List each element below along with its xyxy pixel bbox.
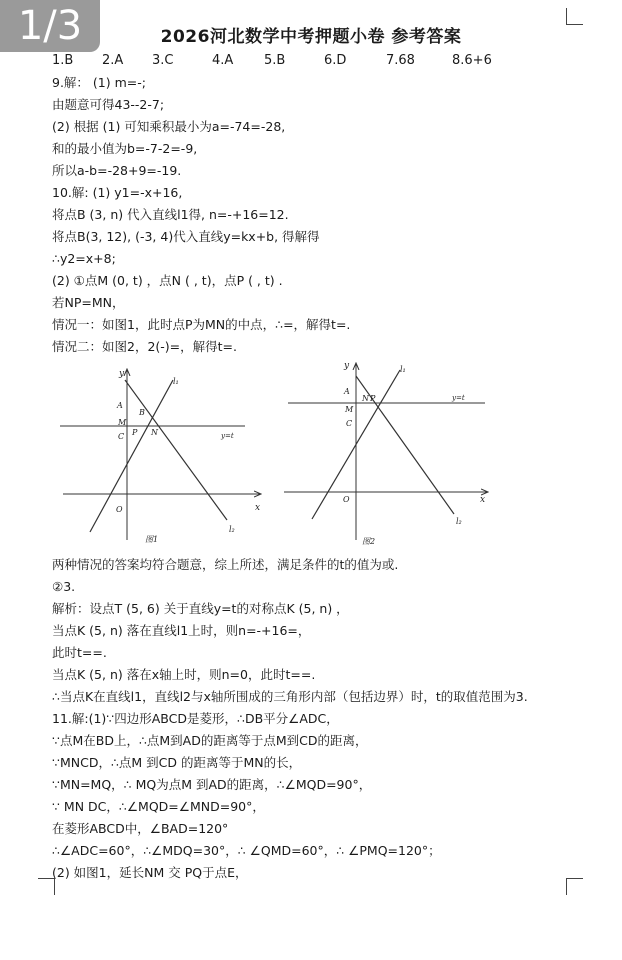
label-y-equals-t: y=t <box>452 394 465 402</box>
text-line: 两种情况的答案均符合题意，综上所述，满足条件的t的值为或. <box>52 557 399 572</box>
text-line: (2) ①点M (0, t) ，点N ( , t)，点P ( , t) . <box>52 273 283 288</box>
figure-1 <box>55 362 270 550</box>
label-l2: l₂ <box>456 517 462 526</box>
label-y: y <box>119 369 125 379</box>
text-line: 10.解: (1) y1=-x+16, <box>52 185 183 200</box>
label-O: O <box>116 505 123 514</box>
answer-5: 5.B <box>264 53 286 68</box>
label-C: C <box>118 432 125 441</box>
figure-1-graph <box>55 362 270 550</box>
corner-mark-bottom-right <box>566 878 583 895</box>
text-line: ∵ MN DC，∴∠MQD=∠MND=90°， <box>52 799 265 814</box>
text-line: 由题意可得43--2-7; <box>52 97 165 112</box>
label-N: N <box>151 428 158 437</box>
label-y: y <box>344 361 350 371</box>
text-line: ∵点M在BD上，∴点M到AD的距离等于点M到CD的距离， <box>52 733 368 748</box>
answer-6: 6.D <box>324 53 347 68</box>
label-P: P <box>370 394 376 403</box>
document-title: 2026河北数学中考押题小卷 参考答案 <box>160 27 462 47</box>
answer-1: 1.B <box>52 53 74 68</box>
text-line: 情况一：如图1，此时点P为MN的中点，∴=，解得t=. <box>52 317 351 332</box>
line-l2 <box>90 380 173 532</box>
answer-4: 4.A <box>212 53 234 68</box>
text-line: 将点B(3, 12), (-3, 4)代入直线y=kx+b, 得解得 <box>52 229 320 244</box>
text-line: 此时t==. <box>52 645 107 660</box>
label-M: M <box>118 418 127 427</box>
answer-7: 7.68 <box>386 53 415 68</box>
text-line: ②3. <box>52 579 76 594</box>
figure-1-caption: 图1 <box>145 535 159 544</box>
label-P: P <box>132 428 138 437</box>
answer-3: 3.C <box>152 53 174 68</box>
page-indicator: 1/3 <box>0 0 100 52</box>
label-x: x <box>255 503 261 513</box>
figure-2 <box>282 354 492 552</box>
text-line: 9.解： (1) m=-; <box>52 75 146 90</box>
text-line: ∴当点K在直线l1，直线l2与x轴所围成的三角形内部（包括边界）时，t的取值范围为3. <box>52 689 528 704</box>
text-line: ∴y2=x+8; <box>52 251 116 266</box>
text-line: 当点K (5, n) 落在x轴上时，则n=0，此时t==. <box>52 667 316 682</box>
answer-2: 2.A <box>102 53 124 68</box>
text-line: ∴∠ADC=60°，∴∠MDQ=30°，∴ ∠QMD=60°，∴ ∠PMQ=120°； <box>52 843 441 858</box>
figure-2-caption: 图2 <box>362 537 376 546</box>
text-line: 若NP=MN， <box>52 295 125 310</box>
answer-8: 8.6+6 <box>452 53 492 68</box>
text-line: 和的最小值为b=-7-2=-9, <box>52 141 198 156</box>
label-B: B <box>139 408 145 417</box>
label-l1: l₁ <box>173 377 179 386</box>
text-line: ∵MNCD，∴点M 到CD 的距离等于MN的长， <box>52 755 302 770</box>
text-line: 情况二：如图2，2(-)=，解得t=. <box>52 339 237 354</box>
label-M: M <box>345 405 354 414</box>
text-line: 所以a-b=-28+9=-19. <box>52 163 182 178</box>
label-O: O <box>343 495 350 504</box>
label-l2: l₂ <box>229 525 235 534</box>
label-C: C <box>346 419 353 428</box>
label-A: A <box>117 401 123 410</box>
label-N: N <box>362 394 369 403</box>
label-y-equals-t: y=t <box>221 432 234 440</box>
text-line: 解析：设点T (5, 6) 关于直线y=t的对称点K (5, n) ， <box>52 601 349 616</box>
label-A: A <box>344 387 350 396</box>
text-line: 11.解:(1)∵四边形ABCD是菱形，∴DB平分∠ADC， <box>52 711 339 726</box>
label-x: x <box>480 495 486 505</box>
text-line: 在菱形ABCD中，∠BAD=120° <box>52 821 229 836</box>
answer-row <box>52 53 572 71</box>
text-line: ∵MN=MQ，∴ MQ为点M 到AD的距离，∴∠MQD=90°， <box>52 777 372 792</box>
text-line: (2) 根据 (1) 可知乘积最小为a=-74=-28, <box>52 119 286 134</box>
text-line: 将点B (3, n) 代入直线l1得, n=-+16=12. <box>52 207 289 222</box>
figure-2-graph <box>282 354 492 552</box>
label-l1: l₁ <box>400 365 406 374</box>
text-line: (2) 如图1，延长NM 交 PQ于点E， <box>52 865 248 880</box>
text-line: 当点K (5, n) 落在直线l1上时，则n=-+16=， <box>52 623 311 638</box>
line-l1 <box>125 380 227 520</box>
